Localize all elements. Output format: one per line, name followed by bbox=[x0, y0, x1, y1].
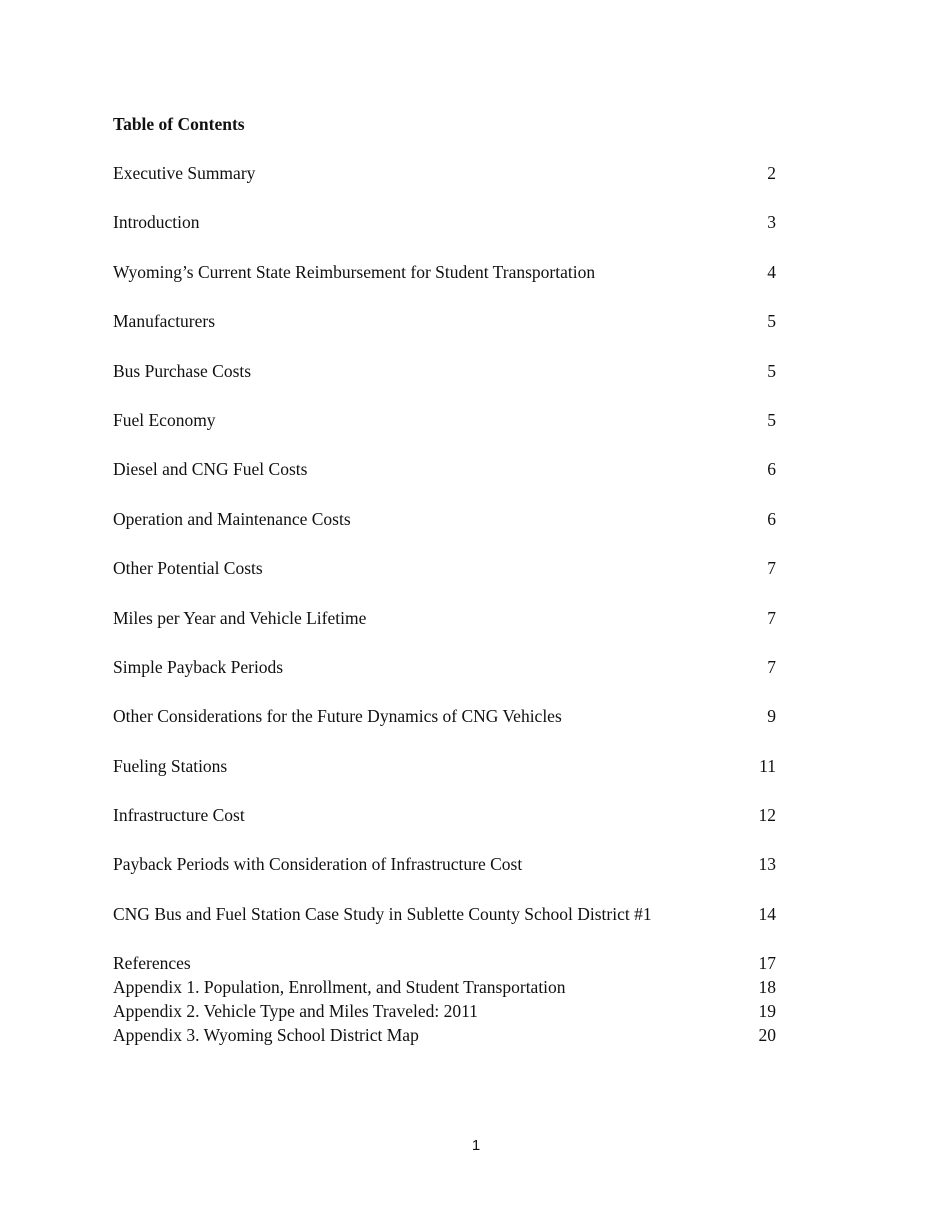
toc-entry-page: 11 bbox=[759, 755, 776, 776]
toc-entry-page: 7 bbox=[767, 656, 776, 677]
toc-entry-page: 6 bbox=[767, 508, 776, 529]
toc-entry bbox=[113, 408, 776, 432]
toc-entry-page: 19 bbox=[758, 1001, 776, 1022]
toc-entry-label: Bus Purchase Costs bbox=[113, 360, 252, 381]
toc-entry-page: 4 bbox=[767, 261, 776, 282]
toc-entry-label: Fueling Stations bbox=[113, 755, 228, 776]
toc-entry bbox=[113, 457, 776, 481]
toc-entry bbox=[113, 704, 776, 728]
toc-entry-label: Infrastructure Cost bbox=[113, 805, 245, 826]
toc-entry-label: Appendix 2. Vehicle Type and Miles Traveled: 2011 bbox=[113, 1001, 478, 1022]
toc-entry-page: 17 bbox=[758, 953, 776, 974]
toc-entry-page: 18 bbox=[758, 977, 776, 998]
toc-entry-label: Fuel Economy bbox=[113, 409, 216, 430]
toc-entry-page: 20 bbox=[758, 1025, 776, 1046]
toc-entry bbox=[113, 975, 776, 999]
toc-entry-label: Wyoming’s Current State Reimbursement for Student Transportation bbox=[113, 261, 596, 282]
toc-list bbox=[113, 161, 776, 1047]
toc-entry-page: 12 bbox=[758, 805, 776, 826]
toc-entry-label: Other Considerations for the Future Dynamics of CNG Vehicles bbox=[113, 706, 562, 727]
toc-entry bbox=[113, 754, 776, 778]
toc-entry-label: Simple Payback Periods bbox=[113, 656, 284, 677]
toc-entry-page: 6 bbox=[767, 459, 776, 480]
toc-entry bbox=[113, 655, 776, 679]
toc-entry bbox=[113, 309, 776, 333]
toc-entry bbox=[113, 556, 776, 580]
toc-title: Table of Contents bbox=[113, 114, 245, 134]
toc-entry bbox=[113, 999, 776, 1023]
toc-entry bbox=[113, 161, 776, 185]
toc-entry bbox=[113, 803, 776, 827]
toc-entry-label: Appendix 3. Wyoming School District Map bbox=[113, 1025, 419, 1046]
toc-entry-label: Executive Summary bbox=[113, 163, 256, 183]
toc-entry bbox=[113, 1023, 776, 1047]
toc-entry-label: Manufacturers bbox=[113, 311, 216, 332]
page-number: 1 bbox=[471, 1137, 481, 1154]
toc-entry-label: References bbox=[113, 953, 191, 974]
toc-entry-page: 7 bbox=[767, 607, 776, 628]
toc-entry bbox=[113, 852, 776, 876]
toc-entry-page: 2 bbox=[767, 163, 776, 183]
toc-entry-label: Operation and Maintenance Costs bbox=[113, 508, 351, 529]
toc-entry bbox=[113, 507, 776, 531]
toc-entry-page: 13 bbox=[758, 854, 776, 875]
toc-entry bbox=[113, 951, 776, 975]
toc-entry bbox=[113, 606, 776, 630]
toc-entry-label: Other Potential Costs bbox=[113, 558, 263, 579]
toc-entry-page: 3 bbox=[767, 212, 776, 233]
toc-entry-label: Introduction bbox=[113, 212, 200, 233]
toc-entry bbox=[113, 902, 776, 926]
toc-entry-label: Miles per Year and Vehicle Lifetime bbox=[113, 607, 367, 628]
toc-entry-page: 5 bbox=[767, 311, 776, 332]
toc-entry-page: 5 bbox=[767, 360, 776, 381]
toc-entry-page: 9 bbox=[767, 706, 776, 727]
toc-entry-page: 5 bbox=[767, 409, 776, 430]
toc-entry bbox=[113, 359, 776, 383]
toc-entry-label: Appendix 1. Population, Enrollment, and Student Transportation bbox=[113, 977, 566, 998]
toc-entry-label: CNG Bus and Fuel Station Case Study in Sublette County School District #1 bbox=[113, 903, 652, 924]
toc-entry bbox=[113, 260, 776, 284]
toc-entry-page: 14 bbox=[758, 903, 776, 924]
toc-entry bbox=[113, 210, 776, 234]
toc-entry-label: Diesel and CNG Fuel Costs bbox=[113, 459, 308, 480]
toc-entry-label: Payback Periods with Consideration of Infrastructure Cost bbox=[113, 854, 523, 875]
toc-entry-page: 7 bbox=[767, 558, 776, 579]
